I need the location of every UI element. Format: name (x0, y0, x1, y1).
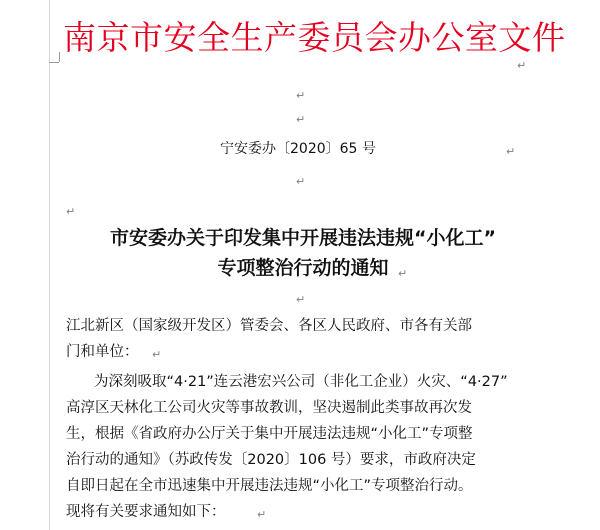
paragraph-mark-icon: ↵ (296, 89, 306, 102)
paragraph-mark-icon: ↵ (296, 293, 306, 306)
body-text-line: 治行动的通知》（苏政传发〔2020〕106 号）要求，市政府决定 (66, 452, 476, 468)
body-text-line: 自即日起在全市迅速集中开展违法违规“小化工”专项整治行动。 (66, 478, 473, 494)
paragraph-mark-icon: ↵ (506, 145, 516, 158)
body-text-line: 为深刻吸取“4·21”连云港宏兴公司（非化工企业）火灾、“4·27” (94, 374, 508, 390)
body-text-line: 高淳区天林化工公司火灾等事故教训，坚决遏制此类事故再次发 (66, 400, 472, 416)
paragraph-mark-icon: ↵ (152, 348, 162, 361)
paragraph-mark-icon: ↵ (398, 267, 408, 280)
document-title-line: 专项整治行动的通知 (217, 257, 389, 279)
paragraph-mark-icon: ↵ (66, 205, 76, 218)
crop-mark (59, 52, 60, 62)
body-text-line: 生，根据《省政府办公厅关于集中开展违法违规“小化工”专项整 (66, 426, 473, 442)
crop-mark (49, 62, 59, 63)
recipient-line: 门和单位： (66, 344, 139, 360)
paragraph-mark-icon: ↵ (517, 59, 527, 72)
recipient-line: 江北新区（国家级开发区）管委会、各区人民政府、市各有关部 (66, 318, 472, 334)
paragraph-mark-icon: ↵ (296, 175, 306, 188)
document-header-title: 南京市安全生产委员会办公室文件 (63, 18, 566, 57)
page-left-border (49, 0, 50, 530)
paragraph-mark-icon: ↵ (257, 508, 267, 521)
document-title-line: 市安委办关于印发集中开展违法违规“小化工” (110, 227, 496, 249)
paragraph-mark-icon: ↵ (296, 113, 306, 126)
document-number: 宁安委办〔2020〕65 号 (220, 141, 376, 157)
body-text-line: 现将有关要求通知如下： (66, 504, 226, 520)
